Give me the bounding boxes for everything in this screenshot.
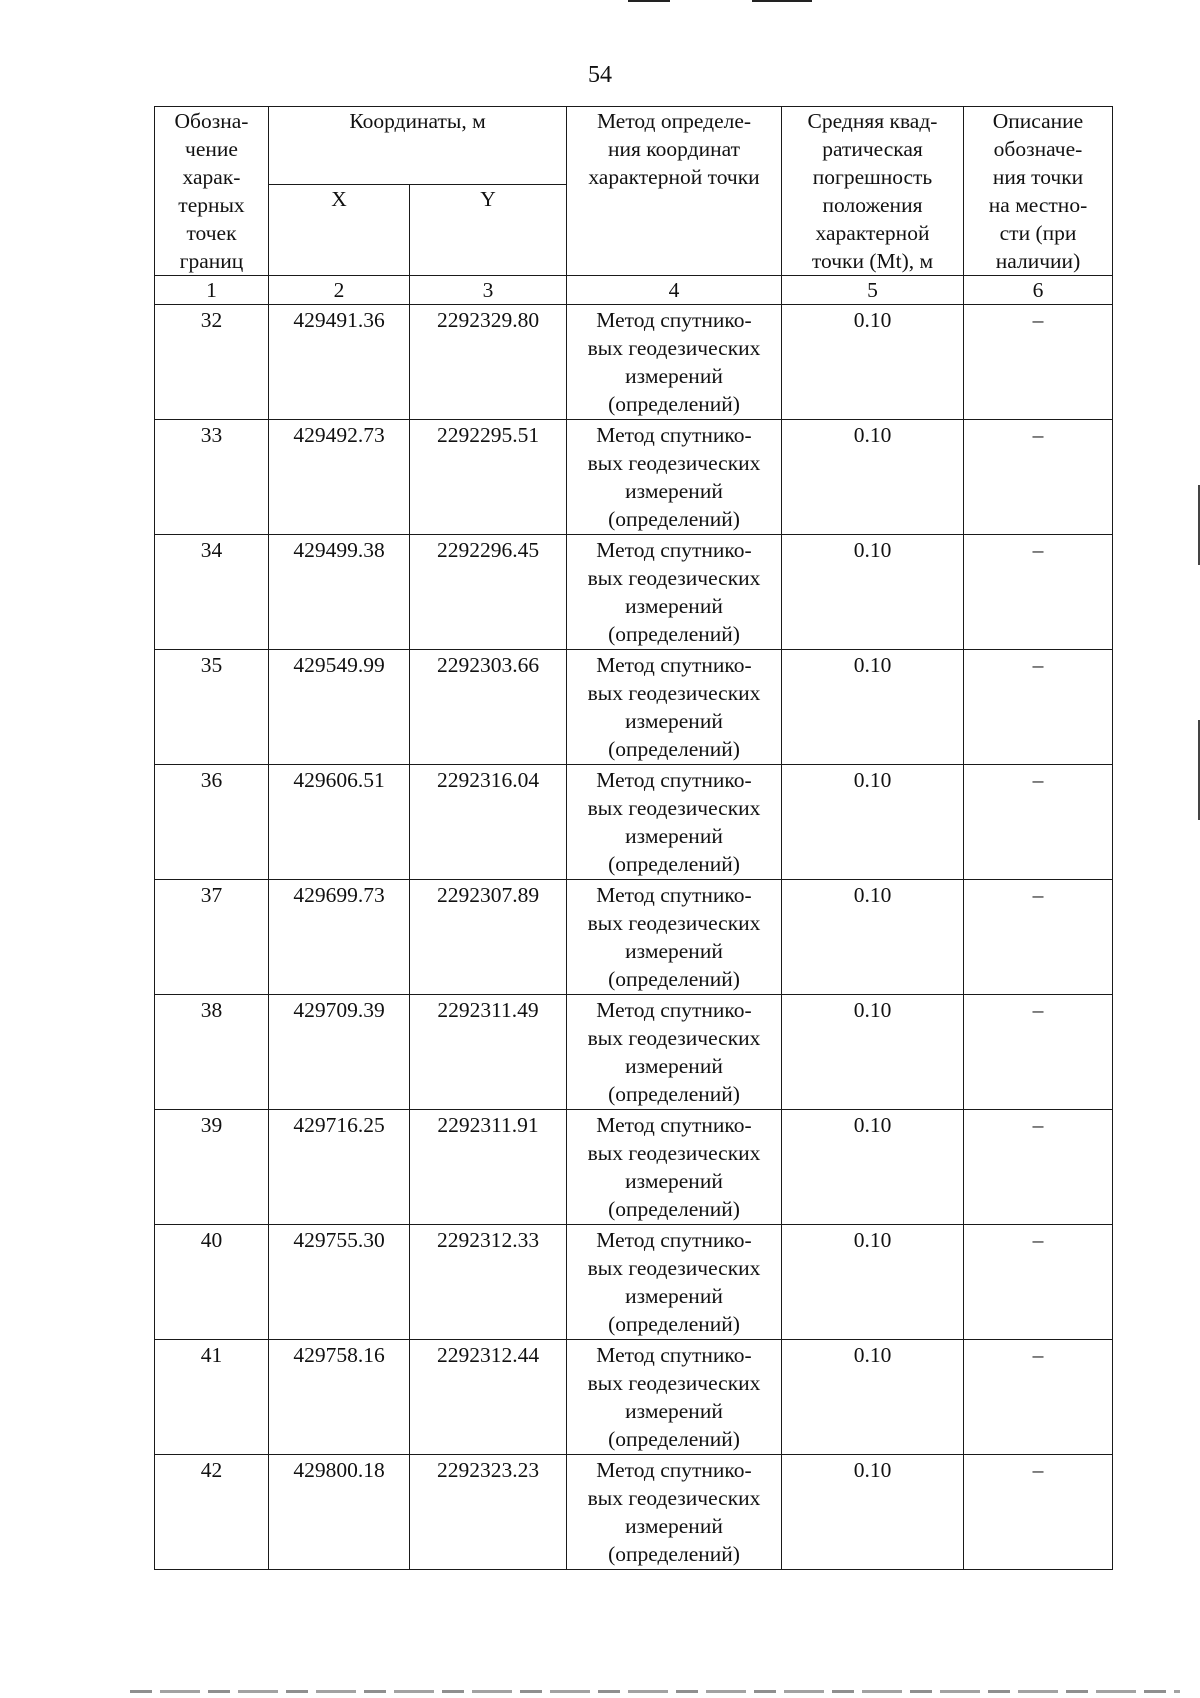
description-cell: – — [964, 1110, 1113, 1225]
scan-artifact — [130, 1690, 1180, 1693]
description-cell: – — [964, 1225, 1113, 1340]
method-line: вых геодезических — [587, 451, 761, 475]
method-cell — [567, 305, 782, 420]
coordinates-table — [154, 106, 1113, 1570]
description-cell: – — [964, 995, 1113, 1110]
method-line: измерений — [625, 594, 723, 618]
x-cell: 429716.25 — [269, 1110, 410, 1225]
method-cell — [567, 535, 782, 650]
method-cell — [567, 420, 782, 535]
method-line: Метод спутнико- — [596, 653, 752, 677]
method-line: вых геодезических — [587, 1371, 761, 1395]
header-line: обозначе- — [993, 137, 1083, 161]
column-number-row — [155, 276, 1113, 305]
header-line: ния координат — [608, 137, 740, 161]
y-cell: 2292316.04 — [410, 765, 567, 880]
description-cell: – — [964, 1340, 1113, 1455]
y-cell: 2292323.23 — [410, 1455, 567, 1570]
table-row — [155, 1340, 1113, 1455]
method-line: вых геодезических — [587, 681, 761, 705]
header-line: Метод определе- — [596, 109, 752, 133]
page-number: 54 — [588, 62, 612, 88]
table-row — [155, 305, 1113, 420]
method-cell — [567, 1110, 782, 1225]
column-number: 5 — [782, 276, 964, 305]
description-cell: – — [964, 420, 1113, 535]
method-line: измерений — [625, 1399, 723, 1423]
mt-cell: 0.10 — [782, 880, 964, 995]
x-cell: 429491.36 — [269, 305, 410, 420]
header-line: на местно- — [988, 193, 1088, 217]
y-cell: 2292307.89 — [410, 880, 567, 995]
header-line: положения — [822, 193, 923, 217]
description-cell: – — [964, 765, 1113, 880]
header-method — [567, 107, 782, 276]
method-line: (определений) — [608, 852, 740, 876]
scan-mark — [628, 0, 670, 2]
method-line: вых геодезических — [587, 911, 761, 935]
mt-cell: 0.10 — [782, 1110, 964, 1225]
method-cell — [567, 1455, 782, 1570]
table-row — [155, 765, 1113, 880]
description-cell: – — [964, 535, 1113, 650]
method-line: измерений — [625, 939, 723, 963]
method-line: (определений) — [608, 507, 740, 531]
header-point-designation — [155, 107, 269, 276]
mt-cell: 0.10 — [782, 1340, 964, 1455]
method-line: вых геодезических — [587, 336, 761, 360]
method-cell — [567, 765, 782, 880]
point-cell: 32 — [155, 305, 269, 420]
mt-cell: 0.10 — [782, 535, 964, 650]
header-line: терных — [178, 193, 245, 217]
description-cell: – — [964, 305, 1113, 420]
header-line: характерной — [815, 221, 930, 245]
method-line: (определений) — [608, 392, 740, 416]
method-line: вых геодезических — [587, 796, 761, 820]
x-cell: 429709.39 — [269, 995, 410, 1110]
header-line: чение — [185, 137, 238, 161]
header-x: X — [269, 185, 410, 276]
method-line: измерений — [625, 824, 723, 848]
method-line: (определений) — [608, 1197, 740, 1221]
table-row — [155, 880, 1113, 995]
method-line: Метод спутнико- — [596, 883, 752, 907]
header-line: точек — [186, 221, 237, 245]
x-cell: 429800.18 — [269, 1455, 410, 1570]
method-line: (определений) — [608, 1427, 740, 1451]
method-line: измерений — [625, 364, 723, 388]
header-line: погрешность — [812, 165, 933, 189]
header-line: харак- — [182, 165, 241, 189]
point-cell: 38 — [155, 995, 269, 1110]
method-line: измерений — [625, 1514, 723, 1538]
point-cell: 36 — [155, 765, 269, 880]
column-number: 6 — [964, 276, 1113, 305]
mt-cell: 0.10 — [782, 1225, 964, 1340]
header-coordinates: Координаты, м — [269, 107, 567, 185]
header-mean-square-error — [782, 107, 964, 276]
header-line: Обозна- — [174, 109, 249, 133]
x-cell: 429499.38 — [269, 535, 410, 650]
mt-cell: 0.10 — [782, 650, 964, 765]
table-row — [155, 1225, 1113, 1340]
method-line: измерений — [625, 1169, 723, 1193]
method-line: вых геодезических — [587, 1486, 761, 1510]
method-line: измерений — [625, 479, 723, 503]
mt-cell: 0.10 — [782, 305, 964, 420]
header-y: Y — [410, 185, 567, 276]
method-cell — [567, 880, 782, 995]
method-line: (определений) — [608, 967, 740, 991]
x-cell: 429549.99 — [269, 650, 410, 765]
method-line: Метод спутнико- — [596, 423, 752, 447]
header-line: ратическая — [822, 137, 923, 161]
header-description — [964, 107, 1113, 276]
table-row — [155, 535, 1113, 650]
method-line: (определений) — [608, 1542, 740, 1566]
scan-mark — [752, 0, 812, 2]
table-row — [155, 1110, 1113, 1225]
table-row — [155, 420, 1113, 535]
method-line: вых геодезических — [587, 1026, 761, 1050]
point-cell: 34 — [155, 535, 269, 650]
method-line: измерений — [625, 1284, 723, 1308]
description-cell: – — [964, 1455, 1113, 1570]
mt-cell: 0.10 — [782, 765, 964, 880]
y-cell: 2292329.80 — [410, 305, 567, 420]
method-line: (определений) — [608, 737, 740, 761]
header-line: Средняя квад- — [807, 109, 938, 133]
column-number: 3 — [410, 276, 567, 305]
header-line: сти (при — [999, 221, 1077, 245]
point-cell: 40 — [155, 1225, 269, 1340]
method-line: Метод спутнико- — [596, 768, 752, 792]
point-cell: 35 — [155, 650, 269, 765]
y-cell: 2292303.66 — [410, 650, 567, 765]
table-row — [155, 650, 1113, 765]
table-row — [155, 995, 1113, 1110]
point-cell: 37 — [155, 880, 269, 995]
point-cell: 41 — [155, 1340, 269, 1455]
method-line: (определений) — [608, 1082, 740, 1106]
method-line: Метод спутнико- — [596, 538, 752, 562]
point-cell: 42 — [155, 1455, 269, 1570]
method-line: вых геодезических — [587, 566, 761, 590]
method-line: (определений) — [608, 1312, 740, 1336]
column-number: 1 — [155, 276, 269, 305]
y-cell: 2292295.51 — [410, 420, 567, 535]
method-line: вых геодезических — [587, 1256, 761, 1280]
mt-cell: 0.10 — [782, 1455, 964, 1570]
mt-cell: 0.10 — [782, 420, 964, 535]
description-cell: – — [964, 880, 1113, 995]
table-row — [155, 1455, 1113, 1570]
y-cell: 2292311.91 — [410, 1110, 567, 1225]
header-line: характерной точки — [588, 165, 760, 189]
method-line: Метод спутнико- — [596, 308, 752, 332]
description-cell: – — [964, 650, 1113, 765]
method-line: Метод спутнико- — [596, 1343, 752, 1367]
x-cell: 429755.30 — [269, 1225, 410, 1340]
method-cell — [567, 1340, 782, 1455]
x-cell: 429758.16 — [269, 1340, 410, 1455]
method-line: Метод спутнико- — [596, 1458, 752, 1482]
x-cell: 429606.51 — [269, 765, 410, 880]
y-cell: 2292296.45 — [410, 535, 567, 650]
x-cell: 429492.73 — [269, 420, 410, 535]
y-cell: 2292312.33 — [410, 1225, 567, 1340]
y-cell: 2292311.49 — [410, 995, 567, 1110]
y-cell: 2292312.44 — [410, 1340, 567, 1455]
header-line: наличии) — [995, 249, 1081, 273]
method-line: (определений) — [608, 622, 740, 646]
point-cell: 39 — [155, 1110, 269, 1225]
method-cell — [567, 995, 782, 1110]
header-line: границ — [179, 249, 244, 273]
mt-cell: 0.10 — [782, 995, 964, 1110]
method-line: Метод спутнико- — [596, 1113, 752, 1137]
method-line: измерений — [625, 709, 723, 733]
method-cell — [567, 1225, 782, 1340]
header-line: ния точки — [992, 165, 1084, 189]
x-cell: 429699.73 — [269, 880, 410, 995]
method-line: Метод спутнико- — [596, 998, 752, 1022]
method-line: Метод спутнико- — [596, 1228, 752, 1252]
method-line: измерений — [625, 1054, 723, 1078]
method-cell — [567, 650, 782, 765]
header-line: точки (Mt), м — [811, 249, 934, 273]
method-line: вых геодезических — [587, 1141, 761, 1165]
header-line: Описание — [992, 109, 1084, 133]
column-number: 4 — [567, 276, 782, 305]
column-number: 2 — [269, 276, 410, 305]
point-cell: 33 — [155, 420, 269, 535]
